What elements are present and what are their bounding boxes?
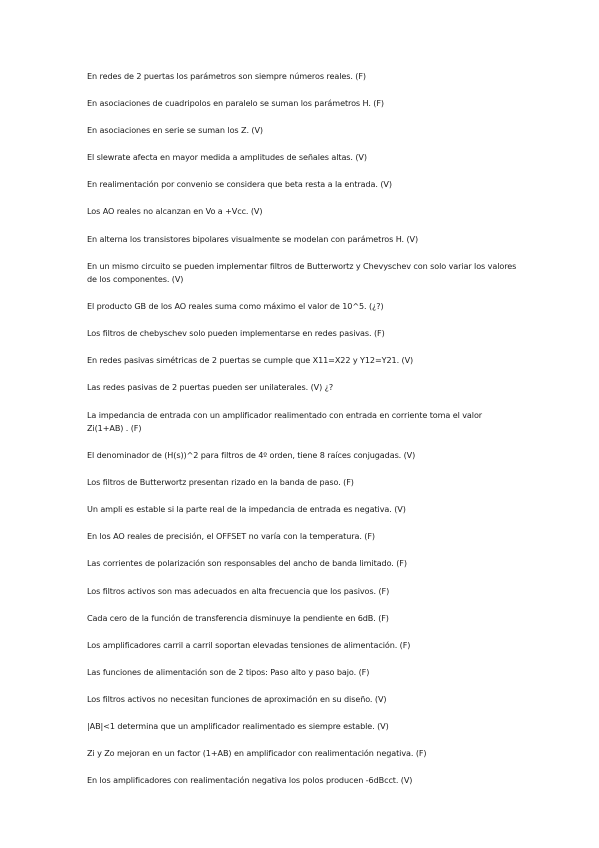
statement: La impedancia de entrada con un amplificador realimentado con entrada en corriente toma el valor Zi(1+AB) . (F) — [87, 409, 483, 433]
statement: En asociaciones en serie se suman los Z. (V) — [87, 125, 263, 136]
statement: En redes pasivas simétricas de 2 puertas se cumple que X11=X22 y Y12=Y21. (V) — [87, 355, 414, 366]
statement: En un mismo circuito se pueden implementar filtros de Butterwortz y Chevyschev con solo variar los valores de los componentes. (V) — [87, 260, 517, 285]
statement: En alterna los transistores bipolares visualmente se modelan con parámetros H. (V) — [87, 233, 419, 244]
statement-list — [87, 70, 517, 801]
statement: En los amplificadores con realimentación negativa los polos producen -6dBcct. (V) — [87, 775, 413, 786]
statement: Los AO reales no alcanzan en Vo a +Vcc. (V) — [87, 206, 263, 217]
statement: El denominador de (H(s))^2 para filtros de 4º orden, tiene 8 raíces conjugadas. (V) — [87, 450, 416, 461]
statement: En los AO reales de precisión, el OFFSET no varía con la temperatura. (F) — [87, 531, 375, 542]
statement: Los amplificadores carril a carril soportan elevadas tensiones de alimentación. (F) — [87, 639, 411, 650]
statement: El producto GB de los AO reales suma como máximo el valor de 10^5. (¿?) — [87, 301, 384, 312]
statement: Un ampli es estable si la parte real de la impedancia de entrada es negativa. (V) — [87, 504, 406, 515]
statement: Cada cero de la función de transferencia disminuye la pendiente en 6dB. (F) — [87, 612, 389, 623]
statement: Los filtros de chebyschev solo pueden implementarse en redes pasivas. (F) — [87, 328, 385, 339]
statement: En realimentación por convenio se considera que beta resta a la entrada. (V) — [87, 179, 392, 190]
statement: El slewrate afecta en mayor medida a amplitudes de señales altas. (V) — [87, 152, 367, 163]
statement: Las corrientes de polarización son responsables del ancho de banda limitado. (F) — [87, 558, 407, 569]
statement: Las redes pasivas de 2 puertas pueden ser unilaterales. (V) ¿? — [87, 382, 334, 393]
statement: Los filtros de Butterwortz presentan rizado en la banda de paso. (F) — [87, 477, 354, 488]
statement: Las funciones de alimentación son de 2 tipos: Paso alto y paso bajo. (F) — [87, 666, 370, 677]
statement: |AB|<1 determina que un amplificador realimentado es siempre estable. (V) — [87, 720, 389, 731]
statement: Los filtros activos son mas adecuados en alta frecuencia que los pasivos. (F) — [87, 585, 390, 596]
statement: En asociaciones de cuadripolos en paralelo se suman los parámetros H. (F) — [87, 98, 384, 109]
statement: Los filtros activos no necesitan funciones de aproximación en su diseño. (V) — [87, 693, 387, 704]
statement: Zi y Zo mejoran en un factor (1+AB) en amplificador con realimentación negativa. (F) — [87, 748, 427, 759]
statement: En redes de 2 puertas los parámetros son siempre números reales. (F) — [87, 71, 366, 81]
